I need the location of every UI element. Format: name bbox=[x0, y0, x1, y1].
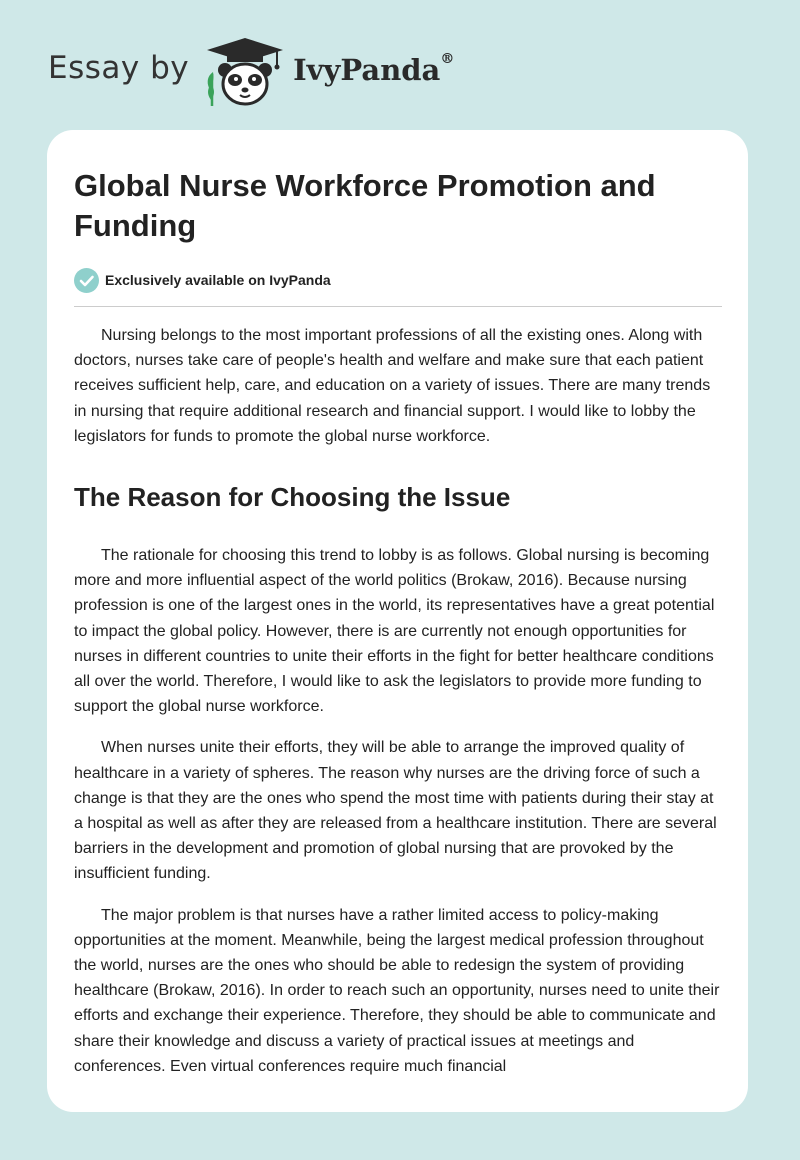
article-card bbox=[47, 130, 748, 1112]
brand-prefix: Essay by bbox=[48, 50, 190, 86]
exclusive-badge-label: Exclusively available on IvyPanda bbox=[105, 272, 331, 288]
site-header bbox=[48, 32, 454, 112]
panda-logo-icon[interactable] bbox=[203, 36, 287, 108]
exclusive-badge bbox=[74, 266, 722, 294]
check-circle-icon bbox=[74, 268, 99, 293]
intro-paragraph: Nursing belongs to the most important professions of all the existing ones. Along with doctors, nurses take care of people's health and welfare and make sure that each patient receives sufficient help, care, and education on a variety of issues. There are many trends in nursing that require additional research and financial support. I would like to lobby the legislators for funds to promote the global nurse workforce. bbox=[74, 327, 711, 445]
brand-name[interactable] bbox=[293, 53, 454, 87]
body-paragraph: When nurses unite their efforts, they will be able to arrange the improved quality of healthcare in a variety of spheres. The reason why nurses are the driving force of such a change is that they are the ones who spend the most time with patients during their stay at a hospital as well as after they are released from a healthcare institution. There are several barriers in the development and promotion of global nursing that are provoked by the insufficient funding. bbox=[74, 739, 717, 883]
section-heading: The Reason for Choosing the Issue bbox=[74, 482, 511, 513]
body-paragraph: The major problem is that nurses have a rather limited access to policy-making opportunities at the moment. Meanwhile, being the largest medical profession throughout the world, nurses are the ones who should be able to redesign the system of providing healthcare (Brokaw, 2016). In order to reach such an opportunity, nurses need to unite their efforts and exchange their experience. Therefore, they should be able to communicate and share their knowledge and discuss a variety of practical issues at meetings and conferences. Even virtual conferences require much financial bbox=[74, 906, 720, 1075]
article-title: Global Nurse Workforce Promotion and Funding bbox=[74, 168, 656, 243]
registered-mark: ® bbox=[440, 51, 455, 67]
title-divider bbox=[74, 306, 722, 307]
body-paragraph: The rationale for choosing this trend to lobby is as follows. Global nursing is becoming more and more influential aspect of the world politics (Brokaw, 2016). Because nursing profession is one of the largest ones in the world, its representatives have a great potential to impact the global policy. However, there is are currently not enough opportunities for nurses in different countries to unite their efforts in the fight for better healthcare conditions all over the world. Therefore, I would like to ask the legislators to provide more funding to support the global nurse workforce. bbox=[74, 547, 715, 716]
brand-name-text: IvyPanda bbox=[293, 53, 441, 87]
